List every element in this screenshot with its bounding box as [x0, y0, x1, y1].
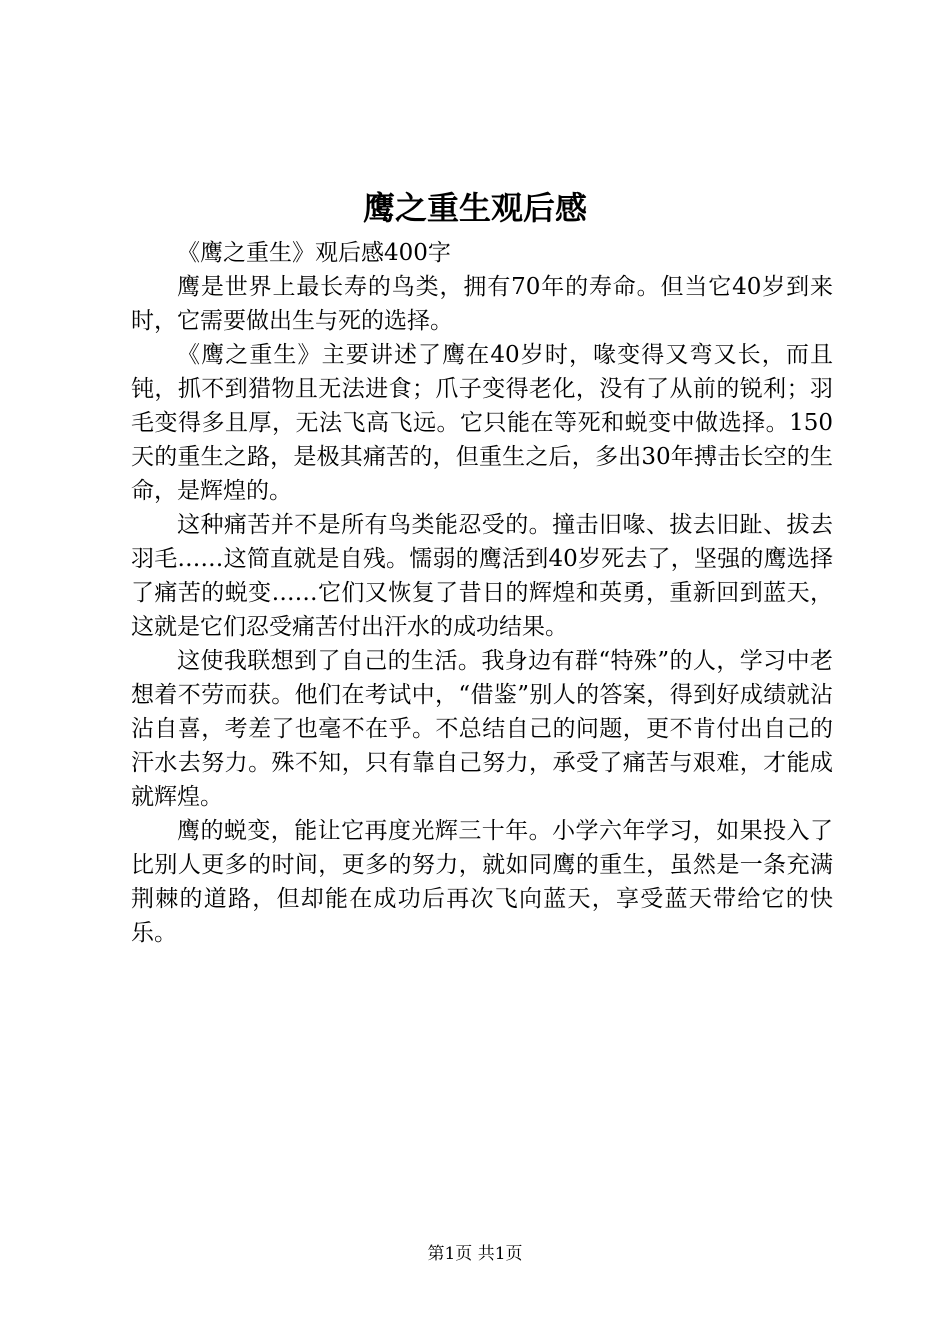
paragraph: 这使我联想到了自己的生活。我身边有群“特殊”的人，学习中老想着不劳而获。他们在考试中，“借鉴”别人的答案，得到好成绩就沾沾自喜，考差了也毫不在乎。不总结自己的问题，更不肯付出自己的汗水去努力。殊不知，只有靠自己努力，承受了痛苦与艰难，才能成就辉煌。 [131, 648, 833, 810]
document-body [131, 236, 833, 950]
paragraph: 鹰的蜕变，能让它再度光辉三十年。小学六年学习，如果投入了比别人更多的时间，更多的努力，就如同鹰的重生，虽然是一条充满荆棘的道路，但却能在成功后再次飞向蓝天，享受蓝天带给它的快乐。 [131, 818, 833, 946]
document-title: 鹰之重生观后感 [362, 189, 587, 227]
paragraph: 鹰是世界上最长寿的鸟类，拥有70年的寿命。但当它40岁到来时，它需要做出生与死的选择。 [131, 274, 833, 334]
paragraph-subtitle: 《鹰之重生》观后感400字 [177, 240, 451, 266]
paragraph: 《鹰之重生》主要讲述了鹰在40岁时，喙变得又弯又长，而且钝，抓不到猎物且无法进食；爪子变得老化，没有了从前的锐利；羽毛变得多且厚，无法飞高飞远。它只能在等死和蜕变中做选择。150天的重生之路，是极其痛苦的，但重生之后，多出30年搏击长空的生命，是辉煌的。 [131, 342, 833, 504]
page-number-footer: 第1页 共1页 [427, 1244, 523, 1264]
paragraph: 这种痛苦并不是所有鸟类能忍受的。撞击旧喙、拔去旧趾、拔去羽毛……这简直就是自残。懦弱的鹰活到40岁死去了，坚强的鹰选择了痛苦的蜕变……它们又恢复了昔日的辉煌和英勇，重新回到蓝天，这就是它们忍受痛苦付出汗水的成功结果。 [131, 512, 833, 640]
